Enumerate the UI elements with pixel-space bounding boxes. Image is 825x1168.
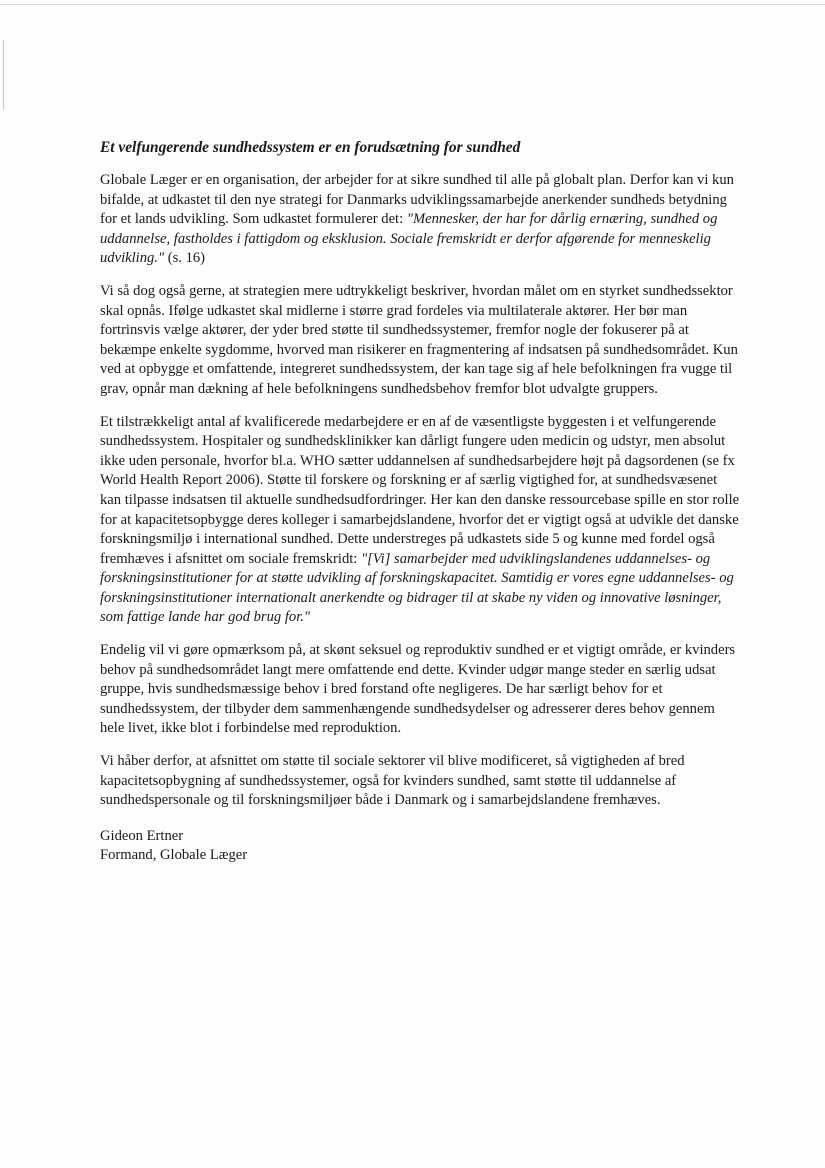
- paragraph-4: Endelig vil vi gøre opmærksom på, at skønt seksuel og reproduktiv sundhed er et vigtigt område, er kvinders behov på sundhedsområdet langt mere omfattende end dette. Kvinder udgør mange steder en særlig udsat gruppe, hvis sundhedsmæssige behov i bred forstand ofte negligeres. De har særligt behov for et sundhedssystem, der tilbyder dem sammenhængende sundhedsydelser og adresserer deres behov gennem hele livet, ikke blot i forbindelse med reproduktion.: [100, 642, 736, 737]
- paragraph-2: Vi så dog også gerne, at strategien mere udtrykkeligt beskriver, hvordan målet om en styrket sundhedssektor skal opnås. Ifølge udkastet skal midlerne i større grad fordeles via multilaterale aktører. Her bør man fortrinsvis vælge aktører, der yder bred støtte til sundhedssystemer, fremfor nogle der fokuserer på at bekæmpe enkelte sygdomme, hvorved man risikerer en fragmentering af indsatsen på sundhedsområdet. Kun ved at opbygge et omfattende, integreret sundhedssystem, der kan tage sig af hele befolkningen fra vugge til grav, opnår man dækning af hele befolkningens sundhedsbehov fremfor blot udvalgte gruppers.: [100, 282, 738, 397]
- paragraph-3: [100, 413, 740, 629]
- paragraph-1-ref: (s. 16): [164, 250, 206, 267]
- signature-block: [100, 827, 740, 866]
- scan-edge-top: [0, 4, 825, 5]
- paragraph-5: Vi håber derfor, at afsnittet om støtte til sociale sektorer vil blive modificeret, så vigtigheden af bred kapacitetsopbygning af sundhedssystemer, også for kvinders sundhed, samt støtte til uddannelse af sundhedspersonale og til forskningsmiljøer både i Danmark og i samarbejdslandene fremhæves.: [100, 753, 685, 809]
- document-body: [100, 138, 740, 866]
- paragraph-1: [100, 171, 740, 269]
- signature-title: Formand, Globale Læger: [100, 847, 248, 864]
- paragraph-1-text: Globale Læger er en organisation, der arbejder for at sikre sundhed til alle på globalt plan. Derfor kan vi kun bifalde, at udkastet til den nye strategi for Danmarks udviklingssamarbejde anerkender sundheds betydning for et lands udvikling. Som udkastet formulerer det:: [100, 172, 734, 228]
- signature-name: Gideon Ertner: [100, 827, 184, 844]
- section-heading: Et velfungerende sundhedssystem er en forudsætning for sundhed: [100, 139, 521, 156]
- paragraph-3-text: Et tilstrækkeligt antal af kvalificerede medarbejdere er en af de væsentligste byggesten i et velfungerende sundhedssystem. Hospitaler og sundhedsklinikker kan dårligt fungere uden medicin og udstyr, men absolut ikke uden personale, hvorfor bl.a. WHO sætter uddannelsen af sundhedsarbejdere højt på dagsordenen (se fx World Health Report 2006). Støtte til forskere og forskning er af særlig vigtighed for, at sundhedsvæsenet kan tilpasse indsatsen til aktuelle sundhedsudfordringer. Her kan den danske ressourcebase spille en stor rolle for at kapacitetsopbygge deres kolleger i samarbejdslandene, hvorfor det er vigtigt også at udvikle det danske forskningsmiljø i international sundhed. Dette understreges på udkastets side 5 og kunne med fordel også fremhæves i afsnittet om sociale fremskridt:: [100, 413, 740, 567]
- scan-edge-left: [3, 40, 4, 110]
- paragraph-1-quote: "Mennesker, der har for dårlig ernæring, sundhed og uddannelse, fastholdes i fattigdom og eksklusion. Sociale fremskridt er derfor afgørende for menneskelig udvikling.": [100, 211, 718, 267]
- paragraph-3-quote: "[Vi] samarbejder med udviklingslandenes uddannelses- og forskningsinstitutioner for at støtte udvikling af forskningskapacitet. Samtidig er vores egne uddannelses- og forskningsinstitutioner internationalt anerkendte og bidrager til at skabe ny viden og innovative løsninger, som fattige lande har god brug for.": [100, 550, 734, 626]
